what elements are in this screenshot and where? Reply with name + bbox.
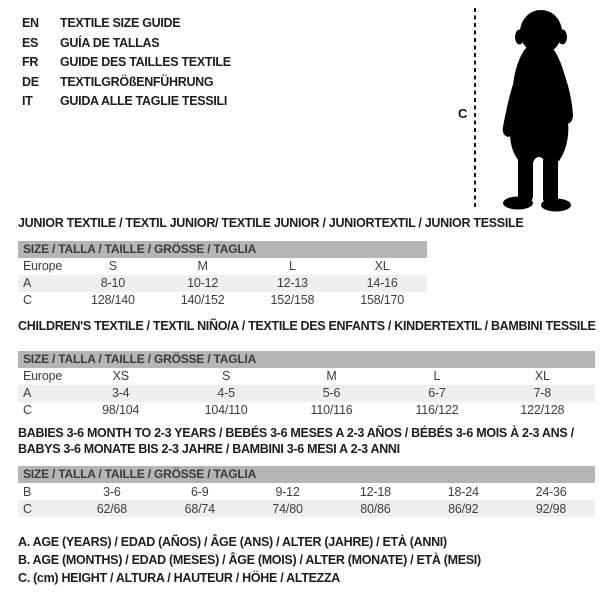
size-value: 92/98 bbox=[535, 501, 567, 516]
size-value: 128/140 bbox=[90, 293, 135, 307]
size-row-a bbox=[18, 385, 595, 402]
size-value: L bbox=[288, 259, 296, 273]
size-table-header-bar: SIZE / TALLA / TAILLE / GRÖSSE / TAGLIA bbox=[18, 241, 427, 258]
size-value: 86/92 bbox=[448, 501, 479, 516]
size-table-rows bbox=[18, 368, 595, 419]
size-value: 80/86 bbox=[360, 501, 391, 516]
size-value: 18-24 bbox=[447, 484, 479, 499]
size-value: 7-8 bbox=[533, 386, 552, 400]
language-guide bbox=[22, 14, 231, 112]
row-label: A bbox=[23, 386, 32, 400]
size-value: 68/74 bbox=[184, 501, 215, 516]
footnote: B. AGE (MONTHS) / EDAD (MESES) / ÂGE (MOIS) / ALTER (MONATE) / ETÀ (MESI) bbox=[18, 553, 481, 567]
size-value: XL bbox=[534, 369, 550, 383]
size-value: 62/68 bbox=[96, 501, 128, 516]
language-guide-item bbox=[22, 73, 231, 93]
row-label: C bbox=[23, 501, 32, 516]
size-value: 152/158 bbox=[270, 293, 315, 307]
size-table-rows bbox=[18, 258, 427, 309]
figure-area bbox=[450, 6, 598, 216]
size-value: 6-9 bbox=[191, 484, 209, 499]
size-table-title-line: BABIES 3-6 MONTH TO 2-3 YEARS / BEBÉS 3-6 MESES A 2-3 AÑOS / BÉBÉS 3-6 MOIS À 2-3 ANS / bbox=[18, 426, 574, 440]
size-value: 12-13 bbox=[276, 276, 308, 290]
size-value: 122/128 bbox=[520, 403, 565, 417]
size-value: 110/116 bbox=[310, 403, 353, 417]
footnote: A. AGE (YEARS) / EDAD (AÑOS) / ÂGE (ANS) / ALTER (JAHRE) / ETÀ (ANNI) bbox=[18, 535, 447, 549]
language-guide-item bbox=[22, 53, 231, 73]
size-value: 98/104 bbox=[102, 403, 140, 417]
row-label: A bbox=[23, 276, 32, 290]
size-value: 3-6 bbox=[103, 484, 121, 499]
language-guide-text: GUIDE DES TAILLES TEXTILE bbox=[60, 55, 231, 69]
size-table-title-line: JUNIOR TEXTILE / TEXTIL JUNIOR/ TEXTILE JUNIOR / JUNIORTEXTIL / JUNIOR TESSILE bbox=[18, 216, 524, 230]
size-value: 24-36 bbox=[535, 484, 567, 499]
size-value: 6-7 bbox=[428, 386, 446, 400]
size-value: XL bbox=[374, 259, 390, 273]
size-table-title-line: BABYS 3-6 MONATE BIS 2-3 JAHRE / BAMBINI 3-6 MESI A 2-3 ANNI bbox=[18, 441, 400, 456]
row-label: C bbox=[23, 293, 32, 307]
language-guide-item bbox=[22, 34, 231, 54]
size-table-title bbox=[18, 426, 595, 457]
size-table-rows bbox=[18, 483, 595, 517]
size-value: M bbox=[326, 369, 337, 383]
size-value: 3-4 bbox=[111, 386, 130, 400]
size-row-b bbox=[18, 483, 595, 500]
language-code: DE bbox=[22, 74, 39, 89]
size-row-a bbox=[18, 275, 427, 292]
language-guide-text: GUÍA DE TALLAS bbox=[60, 35, 160, 50]
size-value: 4-5 bbox=[217, 386, 235, 400]
size-value: 14-16 bbox=[366, 276, 398, 290]
size-value: 8-10 bbox=[100, 276, 125, 290]
size-table-babies bbox=[18, 426, 595, 517]
footnotes bbox=[18, 533, 481, 587]
size-value: M bbox=[197, 259, 208, 273]
toddler-silhouette-icon bbox=[488, 6, 592, 214]
size-row-c bbox=[18, 402, 595, 419]
row-label: Europe bbox=[23, 369, 63, 383]
language-code: EN bbox=[22, 16, 39, 30]
footnote: C. (cm) HEIGHT / ALTURA / HAUTEUR / HÖHE / ALTEZZA bbox=[18, 571, 341, 585]
size-table-children bbox=[18, 319, 595, 419]
size-value: S bbox=[108, 259, 117, 273]
size-row-c bbox=[18, 292, 427, 309]
row-label: Europe bbox=[23, 259, 63, 273]
height-measure-label: C bbox=[458, 106, 468, 121]
language-guide-text: GUIDA ALLE TAGLIE TESSILI bbox=[60, 94, 228, 108]
height-measure-dashed-line bbox=[474, 8, 476, 210]
language-guide-text: TEXTILE SIZE GUIDE bbox=[60, 16, 181, 30]
size-value: L bbox=[433, 369, 441, 383]
size-value: 140/152 bbox=[180, 293, 225, 307]
size-row-c bbox=[18, 500, 595, 517]
language-code: ES bbox=[22, 35, 39, 50]
size-table-title-line: CHILDREN'S TEXTILE / TEXTIL NIÑO/A / TEXTILE DES ENFANTS / KINDERTEXTIL / BAMBINI TESSILE bbox=[18, 319, 596, 333]
size-table-title bbox=[18, 319, 595, 335]
row-label: B bbox=[23, 484, 32, 499]
language-guide-text: TEXTILGRÖßENFÜHRUNG bbox=[60, 74, 214, 89]
size-value: 5-6 bbox=[322, 386, 341, 400]
size-value: XS bbox=[112, 369, 129, 383]
size-row-europe bbox=[18, 258, 427, 275]
size-value: 116/122 bbox=[415, 403, 459, 417]
size-value: 12-18 bbox=[359, 484, 391, 499]
language-guide-item bbox=[22, 14, 231, 34]
size-value: 104/110 bbox=[204, 403, 248, 417]
size-table-title bbox=[18, 216, 524, 232]
size-value: 158/170 bbox=[360, 293, 405, 307]
size-value: 9-12 bbox=[275, 484, 300, 499]
language-code: IT bbox=[22, 94, 33, 108]
size-value: 74/80 bbox=[272, 501, 303, 516]
size-row-europe bbox=[18, 368, 595, 385]
language-guide-item bbox=[22, 92, 231, 112]
size-value: 10-12 bbox=[187, 276, 219, 290]
row-label: C bbox=[23, 403, 32, 417]
language-code: FR bbox=[22, 55, 39, 69]
size-table-header-bar: SIZE / TALLA / TAILLE / GRÖSSE / TAGLIA bbox=[18, 351, 595, 368]
size-table-header-bar: SIZE / TALLA / TAILLE / GRÖSSE / TAGLIA bbox=[18, 466, 595, 483]
size-table-junior bbox=[18, 216, 524, 309]
size-value: S bbox=[222, 369, 231, 383]
